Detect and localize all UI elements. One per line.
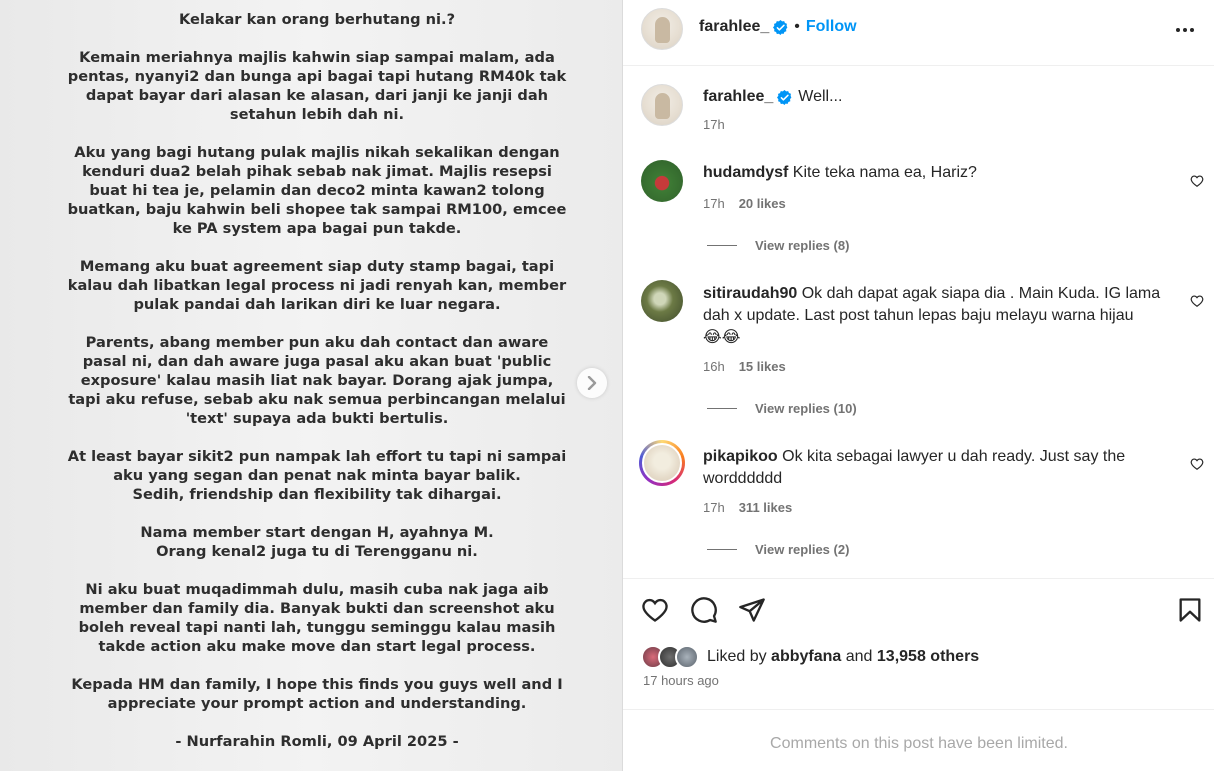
- post-line: buat hi tea je, pelamin dan deco2 minta kawan2 tolong: [89, 182, 545, 199]
- post-paragraph: [56, 143, 578, 238]
- comment-body: [703, 283, 1183, 349]
- comment-body: [703, 446, 1183, 490]
- view-replies-label: View replies (10): [755, 401, 857, 416]
- comment-meta: [703, 196, 786, 211]
- comment-text: Ok kita sebagai lawyer u dah ready. Just say the wordddddd: [703, 448, 1126, 487]
- like-heart-icon[interactable]: [641, 596, 669, 624]
- share-paper-plane-icon[interactable]: [738, 596, 766, 624]
- post-line: kalau dah libatkan legal process ni jadi renyah kan, member: [67, 277, 567, 294]
- comment-avatar[interactable]: [641, 160, 683, 202]
- post-line: appreciate your prompt action and understanding.: [107, 695, 527, 712]
- comment-username[interactable]: hudamdysf: [703, 164, 789, 181]
- comment-avatar[interactable]: [642, 443, 682, 483]
- comment-meta: [703, 500, 792, 515]
- separator-dot: •: [794, 18, 800, 35]
- next-slide-button[interactable]: [577, 368, 607, 398]
- post-line: exposure' kalau masih liat nak bayar. Dorang ajak jumpa,: [80, 372, 554, 389]
- chevron-right-icon: [586, 376, 598, 390]
- post-paragraph: [56, 732, 578, 751]
- post-paragraph: [56, 10, 578, 29]
- post-line: Orang kenal2 juga tu di Terengganu ni.: [156, 543, 478, 560]
- post-line: Sedih, friendship dan flexibility tak dihargai.: [132, 486, 502, 503]
- post-line: Memang aku buat agreement siap duty stamp bagai, tapi: [79, 258, 555, 275]
- caption-time: 17h: [703, 117, 725, 132]
- post-paragraph: [56, 257, 578, 314]
- post-paragraph: [56, 48, 578, 124]
- divider-line: [707, 549, 737, 550]
- view-replies-button[interactable]: [707, 542, 849, 557]
- bookmark-icon[interactable]: [1176, 596, 1204, 624]
- comment-time: 16h: [703, 359, 725, 374]
- action-bar: [623, 578, 1214, 709]
- post-line: Parents, abang member pun aku dah contact dan aware: [85, 334, 549, 351]
- post-line: Aku yang bagi hutang pulak majlis nikah sekalikan dengan: [74, 144, 560, 161]
- verified-badge-icon: [773, 20, 788, 35]
- comment-body: [703, 162, 1173, 184]
- comment-likes[interactable]: 20 likes: [738, 196, 786, 211]
- comment-username[interactable]: pikapikoo: [703, 448, 778, 465]
- post-side-panel: [622, 0, 1214, 771]
- view-replies-button[interactable]: [707, 401, 857, 416]
- comment-time: 17h: [703, 500, 725, 515]
- post-line: ke PA system apa bagai pun takde.: [172, 220, 462, 237]
- post-line: At least bayar sikit2 pun nampak lah effort tu tapi ni sampai: [67, 448, 567, 465]
- post-line: Nama member start dengan H, ayahnya M.: [140, 524, 494, 541]
- liked-by-others[interactable]: 13,958 others: [876, 648, 980, 665]
- comment-likes[interactable]: 15 likes: [738, 359, 786, 374]
- post-line: pulak pandai dah larikan diri ke luar negara.: [133, 296, 501, 313]
- post-line: buatkan, baju kahwin beli shopee tak sampai RM100, emcee: [67, 201, 567, 218]
- post-text: [56, 10, 578, 770]
- post-line: kenduri dua2 belah pihak sebab nak jimat. Majlis resepsi: [82, 163, 552, 180]
- comment-likes[interactable]: 311 likes: [738, 500, 793, 515]
- post-line: aku yang segan dan penat nak minta bayar balik.: [113, 467, 521, 484]
- follow-button[interactable]: Follow: [805, 18, 857, 35]
- post-line: - Nurfarahin Romli, 09 April 2025 -: [175, 733, 459, 750]
- comment-text: Kite teka nama ea, Hariz?: [792, 164, 977, 181]
- view-replies-label: View replies (2): [755, 542, 850, 557]
- verified-badge-icon: [777, 90, 792, 105]
- avatar[interactable]: [641, 8, 683, 50]
- comment-time: 17h: [703, 196, 725, 211]
- comment-bubble-icon[interactable]: [690, 596, 718, 624]
- comment-text: Ok dah dapat agak siapa dia . Main Kuda. IG lama dah x update. Last post tahun lepas baju melayu warna hijau: [703, 285, 1161, 324]
- caption-text: Well...: [798, 88, 843, 105]
- liked-by-prefix: Liked by: [707, 648, 767, 665]
- post-header: [623, 0, 1214, 66]
- post-line: setahun lebih dah ni.: [229, 106, 405, 123]
- post-paragraph: [56, 580, 578, 656]
- post-line: Kemain meriahnya majlis kahwin siap sampai malam, ada: [79, 49, 555, 66]
- comment-like-heart-icon[interactable]: [1190, 174, 1204, 188]
- divider-line: [707, 408, 737, 409]
- story-ring[interactable]: [639, 440, 685, 486]
- post-line: 'text' supaya ada bukti bertulis.: [185, 410, 449, 427]
- post-line: takde action aku make move dan start legal process.: [98, 638, 536, 655]
- post-line: pasal ni, dan dah aware juga pasal aku akan buat 'public: [82, 353, 552, 370]
- header-username[interactable]: farahlee_: [699, 18, 770, 35]
- emoji-laughing: 😂😂: [703, 329, 741, 346]
- more-options-icon[interactable]: [1173, 18, 1197, 42]
- post-line: dapat bayar dari alasan ke alasan, dari janji ke janji dah: [85, 87, 549, 104]
- view-replies-button[interactable]: [707, 238, 849, 253]
- comment-username[interactable]: sitiraudah90: [703, 285, 798, 302]
- caption-avatar[interactable]: [641, 84, 683, 126]
- post-paragraph: [56, 447, 578, 504]
- post-line: pentas, nyanyi2 dan bunga api bagai tapi hutang RM40k tak: [67, 68, 567, 85]
- comment-avatar[interactable]: [641, 280, 683, 322]
- post-line: boleh reveal tapi nanti lah, tunggu seminggu kalau masih: [78, 619, 556, 636]
- liked-by-user[interactable]: abbyfana: [771, 648, 842, 665]
- liker-avatar: [675, 645, 699, 669]
- comment-meta: [703, 359, 786, 374]
- comment-like-heart-icon[interactable]: [1190, 457, 1204, 471]
- comment-like-heart-icon[interactable]: [1190, 294, 1204, 308]
- post-line: tapi aku refuse, sebab aku nak semua perbincangan melalui: [68, 391, 566, 408]
- comments-limited-notice: Comments on this post have been limited.: [623, 709, 1214, 771]
- post-line: member dan family dia. Banyak bukti dan screenshot aku: [79, 600, 555, 617]
- liked-by-and: and: [845, 648, 873, 665]
- post-paragraph: [56, 675, 578, 713]
- post-line: Kepada HM dan family, I hope this finds you guys well and I: [71, 676, 563, 693]
- post-paragraph: [56, 333, 578, 428]
- liked-by-text: [707, 648, 979, 666]
- caption-username[interactable]: farahlee_: [703, 88, 774, 105]
- post-paragraph: [56, 523, 578, 561]
- view-replies-label: View replies (8): [755, 238, 850, 253]
- post-time[interactable]: 17 hours ago: [643, 673, 719, 688]
- post-line: Ni aku buat muqadimmah dulu, masih cuba nak jaga aib: [85, 581, 549, 598]
- liker-avatars[interactable]: [641, 645, 699, 669]
- divider-line: [707, 245, 737, 246]
- post-line: Kelakar kan orang berhutang ni.?: [178, 11, 456, 28]
